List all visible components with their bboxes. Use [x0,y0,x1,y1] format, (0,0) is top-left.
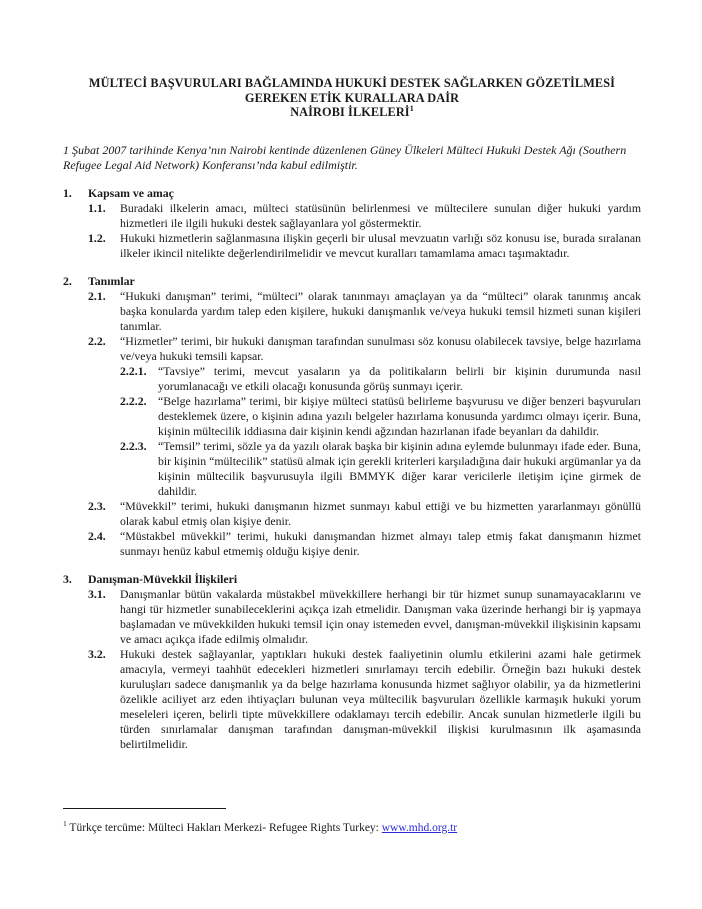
item-text: Hukuki destek sağlayanlar, yaptıkları hukuki destek faaliyetinin olumlu etkilerini azami hale getirmek amacıyla, vermeyi taahhüt edecekleri hizmetleri sınırlamayı tercih edebilir. Örneğin bazı hukuki destek kuruluşları sadece danışmanlık ya da belge hazırlama konusunda hizmet sağlıyor olabilir, ya da hizmetlerini özelikle aciliyet arz eden ihtiyaçları bulunan veya mültecilik başvuruları özellikle karmaşık hukuki yorum meseleleri içeren, belirli tipte müvekkillere odaklamayı tercih edebilir. Ancak sunulan hizmetlerle ilgili bu türden sınırlamalar danışman tarafından danışman-müvekkil ilişkisi kurulmasının ilk aşamasında belirtilmelidir. [120,646,641,751]
list-item-1-1 [63,201,641,231]
list-item-3-1 [63,587,641,647]
item-text: “Hukuki danışman” terimi, “mülteci” olarak tanınmayı amaçlayan ya da “mülteci” olarak tanınmış ancak başka konularda yardım talep eden kişilere, hukuki danışmanlık ve/veya hukuki temsil hizmeti sunan kişileri tanımlar. [120,288,641,333]
item-text: “Müvekkil” terimi, hukuki danışmanın hizmet sunmayı kabul ettiği ve bu hizmetten yararlanmayı gönüllü olarak kabul etmiş olan kişiye denir. [120,498,641,528]
title-line-3 [63,105,641,120]
section-heading-row [63,274,641,289]
section-kapsam-ve-amac [63,186,641,261]
footnote-separator [63,808,226,809]
item-number: 2.3. [88,498,106,513]
document-content [63,76,641,752]
item-number: 3.1. [88,586,106,601]
title-line-2: GEREKEN ETİK KURALLARA DAİR [244,90,460,105]
item-number: 2.1. [88,288,106,303]
item-text: “Müstakbel müvekkil” terimi, hukuki danışmandan hizmet almayı talep etmiş fakat danışmanın hizmet sunmayı henüz kabul etmemiş olduğu kişiye denir. [120,528,641,558]
title-line-1: MÜLTECİ BAŞVURULARI BAĞLAMINDA HUKUKİ DESTEK SAĞLARKEN GÖZETİLMESİ [88,76,616,90]
item-number: 2.2.1. [120,363,147,378]
list-item-2-1 [63,289,641,334]
item-number: 2.2.3. [120,438,147,453]
section-heading: Kapsam ve amaç [88,185,174,200]
list-item-3-2 [63,647,641,752]
item-number: 2.4. [88,528,106,543]
section-heading-row [63,186,641,201]
intro-paragraph: 1 Şubat 2007 tarihinde Kenya’nın Nairobi kentinde düzenlenen Güney Ülkeleri Mülteci Hukuki Destek Ağı (Southern Refugee Legal Aid Network) Konferansı’nda kabul edilmiştir. [63,142,627,172]
item-text: “Tavsiye” terimi, mevcut yasaların ya da politikaların belirli bir kişinin durumunda nasıl yorumlanacağı ve etkili olacağı konusunda görüş sunmayı içerir. [158,363,641,393]
title-footnote-ref: 1 [409,103,414,113]
footnote [63,808,641,835]
item-number: 3.2. [88,646,106,661]
item-number: 1.1. [88,200,106,215]
footnote-text: Türkçe tercüme: Mülteci Hakları Merkezi- Refugee Rights Turkey: [69,821,382,834]
section-danisman-muvekkil-iliskileri [63,572,641,752]
item-number: 1.2. [88,230,106,245]
document-title [63,76,641,120]
list-item-2-2 [63,334,641,364]
item-text: Hukuki hizmetlerin sağlanmasına ilişkin geçerli bir ulusal mevzuatın varlığı söz konusu ise, burada sıralanan ilkeler ikincil nitelikte değerlendirilmelidir ve mevcut kuralları tamamlama amacı taşımaktadır. [120,230,641,260]
footnote-body [63,817,641,835]
list-item-2-2-1 [63,364,641,394]
item-number: 2.2. [88,333,106,348]
item-text: Buradaki ilkelerin amacı, mülteci statüsünün belirlenmesi ve mültecilere sunulan diğer hukuki yardım hizmetleri ile ilgili hukuki destek sağlayanlara yol göstermektir. [120,200,641,230]
list-item-2-4 [63,529,641,559]
item-text: “Belge hazırlama” terimi, bir kişiye mülteci statüsü belirleme başvurusu ve diğer benzeri başvuruları desteklemek üzere, o kişinin adına yazılı belgeler hazırlama konusunda yardımcı olmayı içerir. Buna, kişinin mültecilik iddiasına dair kişinin kendi ağzından hazırlanan ifade beyanları da dahildir. [158,393,641,438]
section-number: 2. [63,273,72,288]
list-item-2-2-3 [63,439,641,499]
list-item-2-2-2 [63,394,641,439]
section-heading: Tanımlar [88,273,135,288]
section-number: 1. [63,185,72,200]
section-heading: Danışman-Müvekkil İlişkileri [88,571,238,586]
list-item-1-2 [63,231,641,261]
list-item-2-3 [63,499,641,529]
section-number: 3. [63,571,72,586]
item-number: 2.2.2. [120,393,147,408]
section-tanimlar [63,274,641,559]
item-text: “Hizmetler” terimi, bir hukuki danışman tarafından sunulması söz konusu olabilecek tavsiye, belge hazırlama ve/veya hukuki temsili kapsar. [120,333,641,363]
item-text: Danışmanlar bütün vakalarda müstakbel müvekkillere herhangi bir tür hizmet sunup sunamayacaklarını ve hangi tür hizmetler sunabileceklerini açıkça izah etmelidir. Danışman vaka üzerinde herhangi bir iş yapmaya başlamadan ve müvekkilden hukuki temsil için onay istemeden evvel, danışman-müvekkil ilişkisinin kapsamı ve amacı açıkça ifade edilmiş olmalıdır. [120,586,641,646]
footnote-link[interactable]: www.mhd.org.tr [381,821,458,834]
footnote-ref: 1 [63,819,67,828]
section-heading-row [63,572,641,587]
item-text: “Temsil” terimi, sözle ya da yazılı olarak başka bir kişinin adına eylemde bulunmayı ifade eder. Buna, bir kişinin “mültecilik” statüsü almak için gerekli kriterleri karşıladığına dair hukuki argümanlar ya da kişinin mültecilik başvurusuyla ilgili BMMYK diğer karar vericilerle iletişim içine girmek de dahildir. [158,438,641,498]
title-line-3-text: NAİROBI İLKELERİ [290,105,410,119]
